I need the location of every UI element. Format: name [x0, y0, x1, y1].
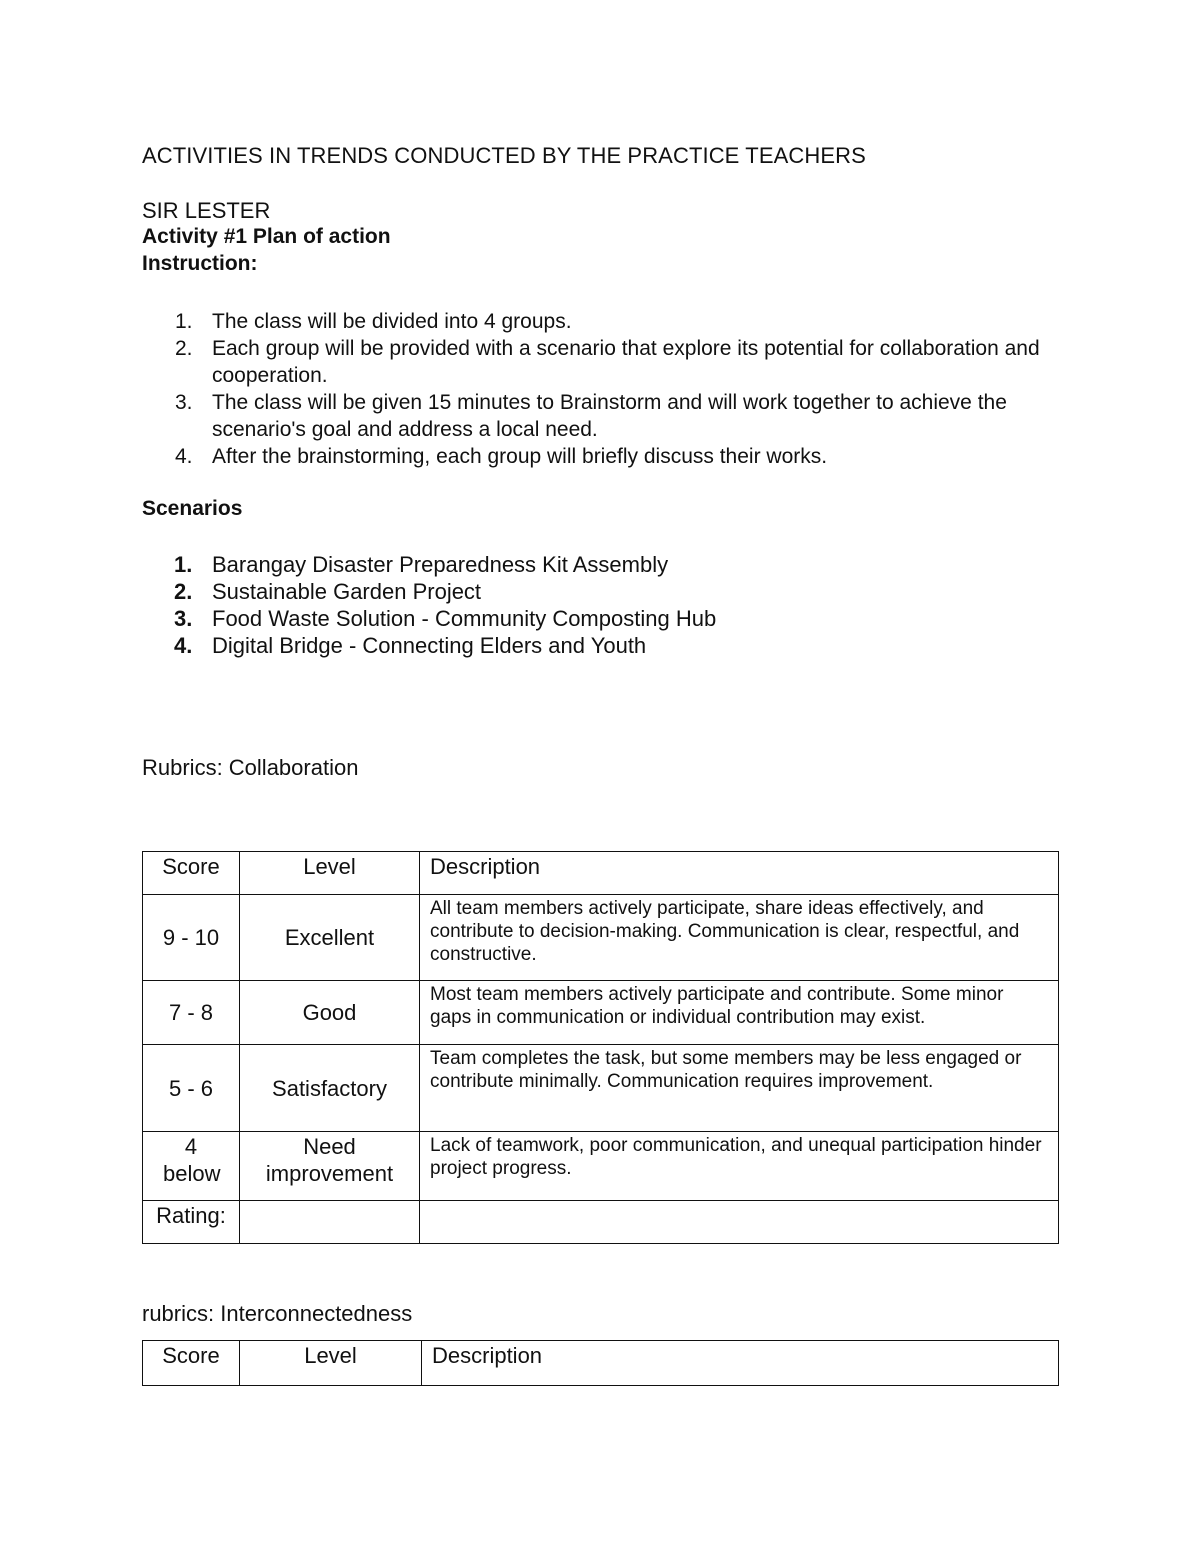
header-score: Score — [143, 852, 240, 895]
rating-value-cell — [240, 1201, 420, 1244]
list-number: 3. — [175, 391, 193, 414]
score-text: 4 below — [163, 1134, 221, 1186]
table-row — [143, 895, 1059, 981]
score-cell: 5 - 6 — [143, 1045, 240, 1132]
table-row — [143, 1201, 1059, 1244]
level-cell: Satisfactory — [240, 1045, 420, 1132]
list-text: The class will be divided into 4 groups. — [212, 310, 572, 333]
description-cell: Team completes the task, but some members may be less engaged or contribute minimally. Communication requires improvement. — [420, 1045, 1059, 1132]
list-text: The class will be given 15 minutes to Brainstorm and will work together to achieve the scenario's goal and address a local need. — [212, 391, 1007, 441]
rubric-interconnectedness-table — [142, 1340, 1059, 1386]
list-text: Digital Bridge - Connecting Elders and Youth — [212, 633, 647, 658]
level-cell: Good — [240, 981, 420, 1045]
description-cell: Most team members actively participate and contribute. Some minor gaps in communication or individual contribution may exist. — [420, 981, 1059, 1045]
document-title: ACTIVITIES IN TRENDS CONDUCTED BY THE PRACTICE TEACHERS — [142, 143, 866, 168]
activity-heading: Activity #1 Plan of action — [142, 225, 391, 248]
rating-empty-cell — [420, 1201, 1059, 1244]
list-number: 2. — [175, 337, 193, 360]
instruction-list — [142, 308, 1042, 470]
teacher-name: SIR LESTER — [142, 198, 271, 223]
list-number: 4. — [174, 633, 193, 658]
level-text: Need improvement — [265, 1134, 394, 1186]
list-text: Each group will be provided with a scenario that explore its potential for collaboration and cooperation. — [212, 337, 1040, 387]
rating-label: Rating: — [143, 1201, 240, 1244]
list-item — [142, 443, 1042, 470]
list-text: After the brainstorming, each group will briefly discuss their works. — [212, 445, 828, 468]
list-item — [142, 308, 1042, 335]
list-item — [142, 389, 1042, 443]
table-row — [143, 1132, 1059, 1201]
rubric-interconnectedness-title: rubrics: Interconnectedness — [142, 1301, 413, 1326]
header-description: Description — [420, 852, 1059, 895]
table-header-row — [143, 852, 1059, 895]
description-cell: All team members actively participate, share ideas effectively, and contribute to decision-making. Communication is clear, respectful, and constructive. — [420, 895, 1059, 981]
list-text: Barangay Disaster Preparedness Kit Assembly — [212, 552, 669, 577]
table-row — [143, 981, 1059, 1045]
level-cell — [240, 1132, 420, 1201]
list-number: 1. — [174, 552, 193, 577]
score-cell — [143, 1132, 240, 1201]
list-text: Food Waste Solution - Community Composting Hub — [212, 606, 717, 631]
description-cell: Lack of teamwork, poor communication, and unequal participation hinder project progress. — [420, 1132, 1059, 1201]
list-item — [142, 605, 1042, 632]
instruction-label: Instruction: — [142, 252, 258, 275]
list-number: 4. — [175, 445, 193, 468]
scenarios-heading: Scenarios — [142, 497, 243, 520]
header-level: Level — [240, 852, 420, 895]
score-cell: 9 - 10 — [143, 895, 240, 981]
list-item — [142, 335, 1042, 389]
scenario-list — [142, 551, 1042, 659]
table-header-row — [143, 1341, 1059, 1386]
level-cell: Excellent — [240, 895, 420, 981]
header-level: Level — [240, 1341, 422, 1386]
list-text: Sustainable Garden Project — [212, 579, 482, 604]
header-score: Score — [143, 1341, 240, 1386]
rubric-collaboration-table — [142, 851, 1059, 1244]
table-row — [143, 1045, 1059, 1132]
header-description: Description — [422, 1341, 1059, 1386]
list-number: 2. — [174, 579, 193, 604]
list-item — [142, 578, 1042, 605]
score-cell: 7 - 8 — [143, 981, 240, 1045]
rubric-collaboration-title: Rubrics: Collaboration — [142, 755, 359, 780]
list-item — [142, 551, 1042, 578]
list-item — [142, 632, 1042, 659]
list-number: 1. — [175, 310, 193, 333]
list-number: 3. — [174, 606, 193, 631]
